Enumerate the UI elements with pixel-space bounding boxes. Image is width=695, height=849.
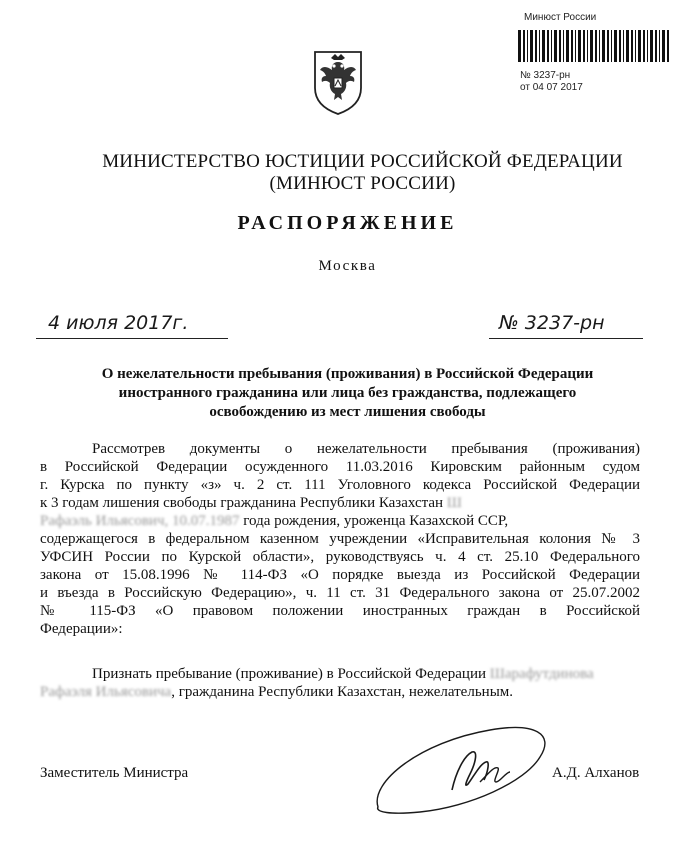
barcode-bar [643, 30, 645, 62]
body-line-text: Признать пребывание (проживание) в Российской Федерации [92, 666, 487, 682]
body-line [40, 512, 640, 530]
date-field [36, 310, 228, 339]
coat-of-arms-icon [311, 44, 365, 116]
barcode-bar [518, 30, 521, 62]
barcode-bar [583, 30, 585, 62]
barcode-bar [662, 30, 665, 62]
body-line: УФСИН России по Курской области», руководствуясь ч. 4 ст. 25.10 Федерального [40, 549, 640, 565]
registration-ministry: Минюст России [524, 12, 597, 23]
barcode-bar [530, 30, 533, 62]
barcode-bar [535, 30, 537, 62]
signer-name: А.Д. Алханов [552, 765, 640, 781]
barcode-bar [659, 30, 660, 62]
barcode-bar [614, 30, 617, 62]
body-line-text: к 3 годам лишения свободы гражданина Республики Казахстан [40, 495, 444, 511]
registration-date: от 04 07 2017 [520, 82, 583, 93]
barcode-bar [631, 30, 633, 62]
handwritten-number: № 3237-рн [499, 312, 605, 334]
ministry-title-line2: (МИНЮСТ РОССИИ) [269, 173, 456, 194]
barcode-bar [554, 30, 557, 62]
body-line: содержащегося в федеральном казенном учреждении «Исправительная колония № 3 [40, 531, 640, 547]
document-type: РАСПОРЯЖЕНИЕ [237, 212, 458, 234]
barcode [518, 30, 670, 62]
number-field [489, 310, 643, 339]
redacted-name: Рафаэль Ильясович, 10.07.1987 [40, 513, 240, 529]
barcode-bar [542, 30, 545, 62]
handwritten-signature [360, 712, 560, 822]
registration-number: № 3237-рн [520, 70, 571, 81]
barcode-bar [595, 30, 597, 62]
barcode-bar [623, 30, 624, 62]
body-line: и въезда в Российскую Федерацию», ч. 11 ст. 31 Федерального закона от 25.07.2002 [40, 585, 640, 601]
barcode-bar [566, 30, 569, 62]
barcode-bar [647, 30, 648, 62]
barcode-bar [587, 30, 588, 62]
barcode-bar [635, 30, 636, 62]
city: Москва [318, 258, 377, 274]
barcode-bar [563, 30, 564, 62]
barcode-bar [559, 30, 561, 62]
subject-line: освобождению из мест лишения свободы [209, 404, 486, 420]
barcode-bar [619, 30, 621, 62]
barcode-bar [650, 30, 653, 62]
ministry-title-line1: МИНИСТЕРСТВО ЮСТИЦИИ РОССИЙСКОЙ ФЕДЕРАЦИИ [102, 151, 623, 172]
body-line [40, 665, 640, 683]
barcode-bar [607, 30, 609, 62]
body-paragraph-2 [40, 665, 640, 701]
body-line [40, 683, 640, 701]
signer-title: Заместитель Министра [40, 765, 189, 781]
barcode-bar [611, 30, 612, 62]
barcode-bar [539, 30, 540, 62]
barcode-bar [638, 30, 641, 62]
ministry-title [30, 151, 695, 195]
barcode-bar [626, 30, 629, 62]
barcode-bar [523, 30, 525, 62]
barcode-bar [571, 30, 573, 62]
body-line: № 115-ФЗ «О правовом положении иностранных граждан в Российской [40, 603, 640, 619]
barcode-bar [655, 30, 657, 62]
redacted-name: Ш [446, 495, 462, 511]
registration-stamp [518, 12, 678, 94]
barcode-bar [602, 30, 605, 62]
body-line: в Российской Федерации осужденного 11.03.2016 Кировским районным судом [40, 459, 640, 475]
barcode-bar [667, 30, 669, 62]
barcode-bar [547, 30, 549, 62]
redacted-name: Рафаэля Ильясовича [40, 684, 172, 700]
barcode-bar [599, 30, 600, 62]
subject-line: иностранного гражданина или лица без гражданства, подлежащего [118, 385, 577, 401]
barcode-bar [551, 30, 552, 62]
barcode-bar [527, 30, 528, 62]
subject-line: О нежелательности пребывания (проживания) в Российской Федерации [101, 366, 594, 382]
document-subject [0, 365, 695, 422]
body-line: Рассмотрев документы о нежелательности пребывания (проживания) [92, 441, 640, 457]
redacted-name: Шарафутдинова [489, 666, 594, 682]
barcode-bar [590, 30, 593, 62]
body-line: г. Курска по пункту «з» ч. 2 ст. 111 Уголовного кодекса Российской Федерации [40, 477, 640, 493]
body-line [40, 494, 640, 512]
body-line-text: года рождения, уроженца Казахской ССР, [243, 513, 509, 529]
handwritten-date: 4 июля 2017г. [48, 312, 189, 334]
body-line: Федерации»: [40, 621, 123, 637]
body-line-text: , гражданина Республики Казахстан, нежелательным. [171, 684, 514, 700]
body-line: закона от 15.08.1996 № 114-ФЗ «О порядке выезда из Российской Федерации [40, 567, 640, 583]
barcode-bar [575, 30, 576, 62]
body-paragraph-1 [40, 440, 640, 638]
barcode-bar [578, 30, 581, 62]
